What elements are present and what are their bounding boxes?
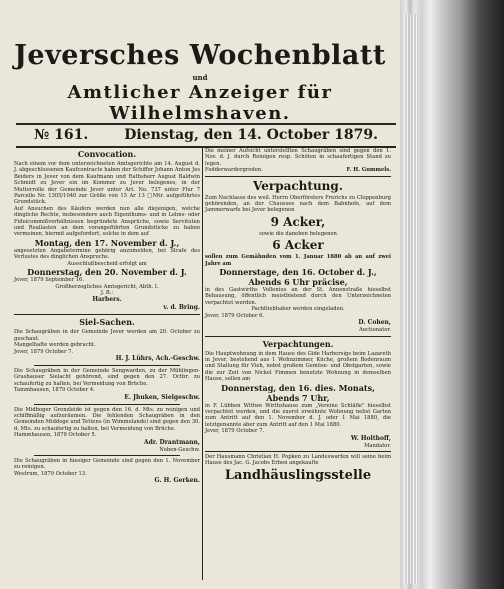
verpachtung-sigrole: Auctionator. xyxy=(358,327,391,334)
convocation-initials: J. B.: xyxy=(100,289,114,296)
sielsachen-p4: Die Midboger Grenzleide ist gegen den 16. d. Mts. zu reinigen und schiffmäßig aufzuräumen. Die fehlenden Schaugräben in den Gemeinden Middoge und Tettens (in Wimmelande) sind gegen den 30. d. Mts. zu schaufertig zu halten, bei Vermeidung von Brüche. xyxy=(14,406,200,432)
sielsachen-sig4: G. H. Gerken. xyxy=(154,477,200,485)
masthead-subtitle: Amtlicher Anzeiger für Wilhelmshaven. xyxy=(67,82,333,124)
schaugraeben-place: Fedderwardergroden. xyxy=(205,167,263,174)
verpachtung-place: Jever, 1879 October 6. xyxy=(205,312,265,319)
section-separator xyxy=(205,451,391,452)
issue-date: Dienstag, den 14. October 1879. xyxy=(124,127,378,143)
notice-separator xyxy=(34,365,180,366)
sielsachen-sig1: H. J. Lührs, Ach.-Geschw. xyxy=(115,354,200,362)
convocation-clerk: v. d. Bring. xyxy=(163,304,200,312)
schaugraeben-notice: Die meiner Aufsicht unterstellten Schaugräben sind gegen den 1. Nov. d. J. durch Reinigen resp. Schöten in schaufertigen Stand zu legen. xyxy=(205,148,391,167)
verpachtung-acres1: 9 Acker, xyxy=(270,214,326,229)
verpachtungen-sig: W. Holthoff, xyxy=(350,434,391,442)
verpachtungen-p1: Die Hauptwohnung in dem Hause des Gide Harbersigs beim Lazareth in Jever, bestehend aus 1 Wohnzimmer, Küche, großem Bodenraum und Stallung für Vieh, nebst großem Gemüse- und Obstgarten, sowie die zur Zeit von Nickel Fimmen benutzte Wohnung in demselben Hause, sollen am xyxy=(205,350,391,383)
verpachtungen-sigrole: Mandator. xyxy=(364,442,391,449)
verpachtung-p1: Zum Nachlasse des weil. Herrn Oberförsters Frerichs zu Cloppenburg gehörenden, an der Chaussee nach dem Bahnhofe, auf dem Jammerwarfe bei Jever belegenen xyxy=(205,194,391,214)
masthead-title: Jeversches Wochenblatt xyxy=(14,40,386,71)
sielsachen-date3: Hammhausen, 1879 October 5. xyxy=(14,432,97,439)
convocation-p4: Ausschlußbescheid erfolgt am xyxy=(67,260,147,267)
verpachtung-date: Donnerstage, den 16. October d. J., xyxy=(219,267,377,278)
sielsachen-date4: Westrum, 1879 October 13. xyxy=(14,470,87,477)
landhaus-p1: Der Hausmann Christian H. Popken zu Landeswarfen will seine beim Hause des Jac. G. Jacobs Erben angekaufte xyxy=(205,453,391,467)
verpachtungen-p2: in F. Lübben Wittwe Wirthshause zum „Vereine Schläfle" hieselbst verpachtet werden, und die zuerst erwähnte Wohnung nebst Garten zum Antritt auf den 1. November d. J. oder 1 Mai 1880, die letztgenannte aber zum Antritt auf den 1 Mai 1880. xyxy=(205,402,391,428)
landhaus-heading: Landhäuslingsstelle xyxy=(224,467,372,483)
sielsachen-p5: Die Schaugräben in hiesiger Gemeinde sind gegen den 1. November zu reinigen. xyxy=(14,458,200,471)
sielsachen-date1: Jever, 1879 October 7. xyxy=(14,348,74,355)
convocation-heading: Convocation. xyxy=(77,149,137,159)
sielsachen-p1: Die Schaugräben in der Gemeinde Jever werden am 20. October zu geschaut. xyxy=(14,329,200,342)
notice-separator xyxy=(34,404,180,405)
masthead-und: und xyxy=(192,73,208,82)
sielsachen-sig3: Adr. Drantmann, xyxy=(143,438,200,446)
convocation-date2: Donnerstag, den 20. November d. J. xyxy=(27,267,187,278)
sielsachen-heading: Siel-Sachen. xyxy=(79,317,135,328)
issue-number: № 161. xyxy=(34,127,89,143)
schaugraeben-sig: F. H. Gummels. xyxy=(346,167,391,174)
verpachtungen-heading: Verpachtungen. xyxy=(262,338,334,349)
convocation-court: Großherzogliches Amtsgericht, Abth. I. xyxy=(55,283,159,290)
right-column xyxy=(205,148,391,485)
left-column xyxy=(14,148,200,485)
sielsachen-date2: Tammhausen, 1879 October 4. xyxy=(14,387,95,394)
section-separator xyxy=(205,336,391,337)
section-separator xyxy=(14,314,200,315)
verpachtungen-place: Jever, 1879 October 7. xyxy=(205,428,265,435)
verpachtungen-date: Donnerstag, den 16. dies. Monats, xyxy=(221,382,375,393)
verpachtungen-time: Abends 7 Uhr, xyxy=(266,392,330,403)
verpachtung-acres2: 6 Acker xyxy=(272,238,324,253)
verpachtung-p4: in des Gastwirths Vollenius an der St. Annenstraße hieselbst Behausung, öffentlich meistbietend durch den Unterzeichneten verpachtet werden. xyxy=(205,287,391,306)
verpachtung-p2: sowie die daneben belegenen xyxy=(259,230,337,237)
convocation-p3: angesetzten Angabetermine gehörig anzumelden, bei Strafe des Verlustes des dinglichen Anspruchs. xyxy=(14,247,200,261)
convocation-judge: Harbers. xyxy=(92,296,122,304)
verpachtung-sig: D. Cohen, xyxy=(358,319,391,327)
verpachtung-heading: Verpachtung. xyxy=(253,178,343,193)
notice-separator xyxy=(34,455,180,456)
book-page-stack xyxy=(404,14,418,584)
issue-line xyxy=(16,125,396,145)
sielsachen-p3: Die Schaugräben in der Gemeinde Sengwarden, zu der Mühlingen-Grashauser Sielacht gehörend, sind gegen den 27. Octbr. zu schaufertig zu halten, bei Vermeidung von Brüche. xyxy=(14,367,200,387)
column-divider xyxy=(202,148,203,580)
sielsachen-sig2: E. Jhuken, Sielgeschw. xyxy=(124,393,200,401)
verpachtung-p3: sollen zum Gemähnden vom 1. Januar 1880 ab an auf zwei Jahre am xyxy=(205,254,391,267)
convocation-place: Jever, 1879 September 16. xyxy=(14,277,84,284)
sielsachen-sig3b: Neben-Geschw. xyxy=(159,446,200,453)
schaugraeben-signature-line xyxy=(205,167,391,173)
verpachtung-time: Abends 6 Uhr präcise, xyxy=(248,277,348,288)
section-separator xyxy=(205,176,391,177)
convocation-p2: Auf Ansuchen des Käufers werden nun alle diejenigen, welche dingliche Rechte, insbesondere auch Eigenthums- und in Lehns- oder Fideicommißverhältnissen begründete Ansprüche, sowie Servituten und Reallasten an dem vorangeführten Grundstücke zu haben vermeinen, hiermit aufgefordert, solche in dem auf xyxy=(14,205,200,238)
sielsachen-p2: Mangelhafte werden gebracht. xyxy=(14,342,96,349)
convocation-p1: Nach einem vor dem unterzeichneten Amtsgerichte am 14. August d. J. abgeschlossenen Kaufcontracte haben der Schiffer Johann Anton Jes Beiders in Jever von dem Kaufmann und Rathsherr August Baldwin Schmidt zu Jever ein im Kommer zu Jever belegenes, in der Mutterrolle der Gemeinde Jever unter Art. No. 737 unter Flur 7 Parcelle Nr. 1305/1040 zur Größe von 15 Ar 13 □Mtr. aufgeführtes Grundstück. xyxy=(14,161,200,206)
convocation-date1: Montag, den 17. November d. J., xyxy=(34,237,180,248)
verpachtung-p5: Pachtliebhaber werden eingeladen. xyxy=(251,306,345,313)
